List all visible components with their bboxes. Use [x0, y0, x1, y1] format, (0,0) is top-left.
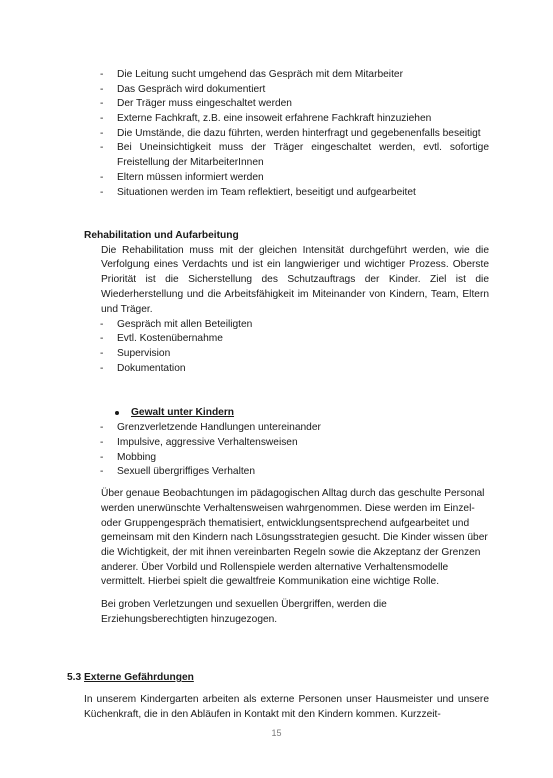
list-item: Der Träger muss eingeschaltet werden [117, 98, 292, 109]
list-dash: - [100, 98, 104, 109]
gewalt-heading: Gewalt unter Kindern [131, 407, 235, 418]
section-heading [67, 671, 194, 686]
list-dash: - [100, 363, 104, 374]
paragraph-line: Priorität ist die Sicherstellung des Schutzauftrags der Kinder. Ziel ist die [101, 274, 489, 285]
list-item: Impulsive, aggressive Verhaltensweisen [117, 437, 298, 448]
list-dash: - [100, 348, 104, 359]
list-dash: - [100, 187, 104, 198]
bullet-icon [115, 411, 119, 415]
paragraph-line: vermittelt. Hierbei spielt die gewaltfreie Kommunikation eine wichtige Rolle. [101, 576, 440, 587]
list-item: Situationen werden im Team reflektiert, beseitigt und aufgearbeitet [117, 187, 416, 198]
paragraph-line: Die Rehabilitation muss mit der gleichen Intensität durchgeführt werden, wie die [101, 245, 489, 256]
list-dash: - [100, 437, 104, 448]
paragraph-line: gemeinsam mit den Kindern nach Lösungsstrategien gesucht. Die Kinder wissen über [101, 532, 488, 543]
list-dash: - [100, 69, 104, 80]
list-dash: - [100, 333, 104, 344]
list-dash: - [100, 466, 104, 477]
list-dash: - [100, 172, 104, 183]
list-dash: - [100, 319, 104, 330]
paragraph-line: anderer. Über Vorbild und Rollenspiele werden alternative Verhaltensmodelle [101, 562, 449, 573]
list-item: Externe Fachkraft, z.B. eine insoweit erfahrene Fachkraft hinzuziehen [117, 113, 432, 124]
paragraph-line: Bei groben Verletzungen und sexuellen Übergriffen, werden die [101, 599, 387, 610]
list-item: Evtl. Kostenübernahme [117, 333, 223, 344]
list-item: Dokumentation [117, 363, 186, 374]
rehab-heading: Rehabilitation und Aufarbeitung [84, 230, 239, 241]
list-item: Mobbing [117, 452, 157, 463]
list-dash: - [100, 113, 104, 124]
list-item: Sexuell übergriffiges Verhalten [117, 466, 255, 477]
paragraph-line: Erziehungsberechtigten hinzugezogen. [101, 614, 278, 625]
paragraph-line: In unserem Kindergarten arbeiten als externe Personen unser Hausmeister und unsere [84, 694, 489, 705]
paragraph-line: Wiederherstellung und die Arbeitsfähigkeit im Miteinander von Kindern, Team, Eltern [101, 289, 489, 300]
list-item: Eltern müssen informiert werden [117, 172, 264, 183]
list-item-continuation: Freistellung der MitarbeiterInnen [117, 157, 264, 168]
list-dash: - [100, 452, 104, 463]
list-item: Die Umstände, die dazu führten, werden hinterfragt und gegebenenfalls beseitigt [117, 128, 481, 139]
paragraph-line: werden unerwünschte Verhaltensweisen wahrgenommen. Diese werden im Einzel- [101, 503, 475, 514]
list-dash: - [100, 84, 104, 95]
paragraph-line: oder Gruppengespräch thematisiert, entwicklungsentsprechend aufgearbeitet und [101, 518, 470, 529]
paragraph-line: Über genaue Beobachtungen im pädagogischen Alltag durch das geschulte Personal [101, 488, 485, 499]
list-item: Supervision [117, 348, 171, 359]
list-dash: - [100, 142, 104, 153]
list-item: Grenzverletzende Handlungen untereinander [117, 422, 321, 433]
page-number: 15 [271, 728, 282, 738]
paragraph-line: und Träger. [101, 304, 153, 315]
section-number: 5.3 [67, 672, 82, 683]
list-dash: - [100, 128, 104, 139]
list-item: Gespräch mit allen Beteiligten [117, 319, 253, 330]
paragraph-line: Verfolgung eines Verdachts und ist ein langwieriger und wichtiger Prozess. Oberste [101, 259, 489, 270]
list-item: Bei Uneinsichtigkeit muss der Träger eingeschaltet werden, evtl. sofortige [117, 142, 489, 153]
list-item: Das Gespräch wird dokumentiert [117, 84, 266, 95]
list-item: Die Leitung sucht umgehend das Gespräch mit dem Mitarbeiter [117, 69, 403, 80]
section-title: Externe Gefährdungen [84, 672, 194, 683]
paragraph-line: die Wichtigkeit, der mit ihnen vereinbarten Regeln sowie die Akzeptanz der Grenzen [101, 547, 481, 558]
paragraph-line: Küchenkraft, die in den Abläufen in Kontakt mit den Kindern kommen. Kurzzeit- [84, 709, 441, 720]
list-dash: - [100, 422, 104, 433]
